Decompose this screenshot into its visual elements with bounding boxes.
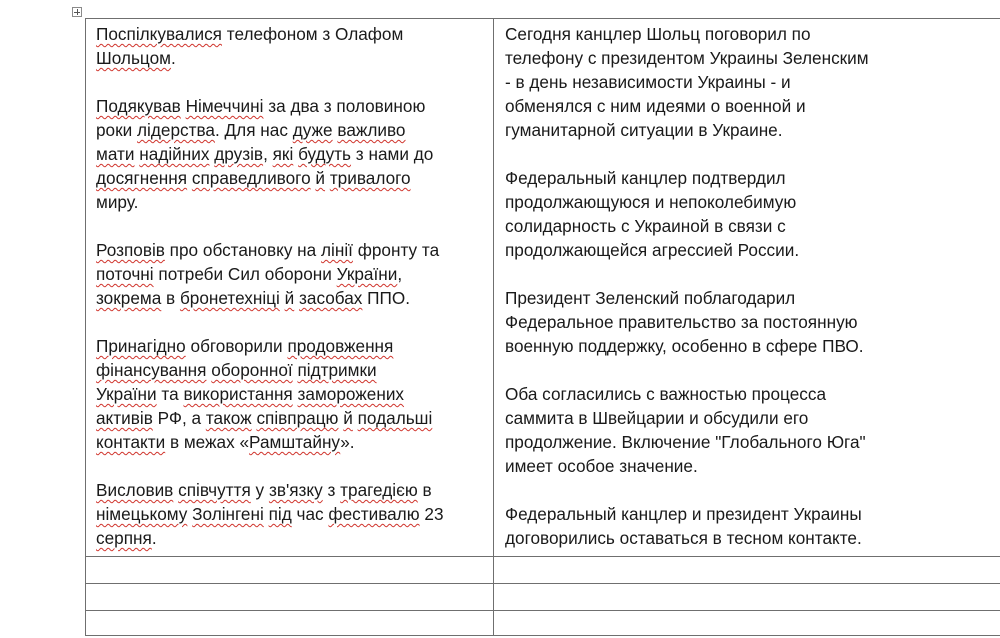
spellcheck-word: Подякував bbox=[96, 96, 181, 116]
spellcheck-word: оборонної bbox=[211, 360, 293, 380]
text-run: про обстановку на bbox=[164, 240, 322, 260]
text-run: з bbox=[322, 480, 341, 500]
paragraph bbox=[96, 22, 483, 70]
text-run: ППО. bbox=[362, 288, 411, 308]
text-line: Федеральный канцлер подтвердил bbox=[505, 168, 786, 188]
spellcheck-word: використання bbox=[183, 384, 293, 404]
russian-text bbox=[494, 19, 1000, 556]
text-run: у bbox=[250, 480, 269, 500]
spellcheck-word: засобах bbox=[299, 288, 363, 308]
text-run: з нами до bbox=[351, 144, 434, 164]
spellcheck-word: друзів bbox=[214, 144, 264, 164]
text-run: . bbox=[151, 528, 157, 548]
text-run: час bbox=[291, 504, 329, 524]
text-line bbox=[96, 190, 483, 214]
text-line: Президент Зеленский поблагодарил bbox=[505, 288, 796, 308]
spellcheck-word: німецькому bbox=[96, 504, 188, 524]
text-line bbox=[96, 406, 483, 430]
text-line bbox=[96, 166, 483, 190]
text-line bbox=[96, 358, 483, 382]
spellcheck-word: й bbox=[343, 408, 353, 428]
spellcheck-word: активів bbox=[96, 408, 153, 428]
spellcheck-word: й bbox=[315, 168, 326, 188]
empty-table-row bbox=[86, 557, 1000, 584]
text-run: РФ, а bbox=[152, 408, 206, 428]
text-line: Федеральное правительство за постоянную bbox=[505, 312, 858, 332]
empty-table-row bbox=[86, 584, 1000, 611]
text-run: , bbox=[263, 144, 273, 164]
paragraph bbox=[96, 238, 483, 310]
table-move-handle-icon[interactable] bbox=[72, 7, 82, 17]
spellcheck-word: Рамштайну bbox=[249, 432, 341, 452]
spellcheck-word: Розповів bbox=[96, 240, 165, 260]
spellcheck-word: Шольцом bbox=[96, 48, 171, 68]
empty-table-cell[interactable] bbox=[86, 557, 494, 584]
spellcheck-word: зокрема bbox=[96, 288, 162, 308]
spellcheck-word: будуть bbox=[298, 144, 352, 164]
text-line: продолжающуюся и непоколебимую bbox=[505, 192, 797, 212]
spellcheck-word: справедливого bbox=[191, 168, 311, 188]
text-run: 23 bbox=[419, 504, 444, 524]
spellcheck-word: трагедією bbox=[340, 480, 418, 500]
text-run: . bbox=[170, 48, 176, 68]
text-line bbox=[96, 118, 483, 142]
spellcheck-word: співпрацю bbox=[256, 408, 339, 428]
text-line: Сегодня канцлер Шольц поговорил по bbox=[505, 24, 811, 44]
spellcheck-word: які bbox=[272, 144, 294, 164]
spellcheck-word: серпня bbox=[96, 528, 152, 548]
document-table bbox=[85, 18, 1000, 636]
text-line bbox=[96, 526, 483, 550]
empty-table-cell[interactable] bbox=[494, 557, 1000, 584]
empty-table-cell[interactable] bbox=[494, 611, 1000, 636]
text-line bbox=[96, 430, 483, 454]
spellcheck-word: Принагідно bbox=[96, 336, 186, 356]
text-run: за два з половиною bbox=[263, 96, 426, 116]
text-run: . Для нас bbox=[214, 120, 293, 140]
spellcheck-word: Німеччині bbox=[185, 96, 264, 116]
text-run: роки bbox=[96, 120, 138, 140]
text-line: - в день независимости Украины - и bbox=[505, 72, 791, 92]
spellcheck-word: фестивалю bbox=[328, 504, 420, 524]
text-line bbox=[96, 94, 483, 118]
text-run: в межах « bbox=[165, 432, 250, 452]
spellcheck-word: надійних bbox=[139, 144, 210, 164]
spellcheck-word: дуже bbox=[292, 120, 333, 140]
spellcheck-word: заморожених bbox=[297, 384, 405, 404]
table-cell-ukrainian[interactable] bbox=[86, 19, 494, 557]
spellcheck-word: фінансування bbox=[96, 360, 207, 380]
spellcheck-word: також bbox=[205, 408, 252, 428]
spellcheck-word: співчуття bbox=[178, 480, 251, 500]
text-line bbox=[96, 478, 483, 502]
text-run: телефоном з Олафом bbox=[222, 24, 404, 44]
empty-table-cell[interactable] bbox=[494, 584, 1000, 611]
spellcheck-word: України bbox=[336, 264, 398, 284]
text-run: та bbox=[156, 384, 184, 404]
spellcheck-word: досягнення bbox=[96, 168, 188, 188]
text-line: продолжение. Включение "Глобального Юга" bbox=[505, 432, 866, 452]
text-run: ». bbox=[340, 432, 355, 452]
paragraph bbox=[96, 334, 483, 454]
spellcheck-word: України bbox=[96, 384, 157, 404]
text-line: обменялся с ним идеями о военной и bbox=[505, 96, 806, 116]
paragraph bbox=[505, 166, 992, 262]
text-line: продолжающейся агрессией России. bbox=[505, 240, 800, 260]
spellcheck-word: поточні bbox=[96, 264, 154, 284]
text-line: гуманитарной ситуации в Украине. bbox=[505, 120, 783, 140]
spellcheck-word: мати bbox=[96, 144, 135, 164]
empty-table-row bbox=[86, 611, 1000, 636]
paragraph bbox=[505, 502, 992, 550]
spellcheck-word: Поспілкувалися bbox=[96, 24, 222, 44]
text-line bbox=[96, 142, 483, 166]
paragraph bbox=[96, 478, 483, 550]
spellcheck-word: лідерства bbox=[137, 120, 215, 140]
text-run: потреби Сил оборони bbox=[153, 264, 337, 284]
spellcheck-word: продовження bbox=[287, 336, 394, 356]
spellcheck-word: подальші bbox=[357, 408, 433, 428]
text-run: миру. bbox=[96, 192, 139, 212]
spellcheck-word: підтримки bbox=[297, 360, 377, 380]
empty-table-cell[interactable] bbox=[86, 611, 494, 636]
spellcheck-word: Золінгені bbox=[192, 504, 264, 524]
text-run: в bbox=[161, 288, 180, 308]
ukrainian-text bbox=[86, 19, 493, 556]
text-line bbox=[96, 286, 483, 310]
text-line bbox=[96, 334, 483, 358]
table-row bbox=[86, 19, 1000, 557]
text-line bbox=[96, 382, 483, 406]
text-line bbox=[96, 238, 483, 262]
spellcheck-word: контакти bbox=[96, 432, 166, 452]
text-line bbox=[96, 46, 483, 70]
text-line: телефону с президентом Украины Зеленским bbox=[505, 48, 869, 68]
spellcheck-word: Висловив bbox=[96, 480, 174, 500]
text-run: обговорили bbox=[185, 336, 288, 356]
text-line: Оба согласились с важностью процесса bbox=[505, 384, 827, 404]
text-line: саммита в Швейцарии и обсудили его bbox=[505, 408, 809, 428]
spellcheck-word: й bbox=[284, 288, 295, 308]
text-line bbox=[96, 262, 483, 286]
text-run: , bbox=[397, 264, 403, 284]
spellcheck-word: зв'язку bbox=[268, 480, 323, 500]
text-line: военную поддержку, особенно в сфере ПВО. bbox=[505, 336, 864, 356]
paragraph bbox=[505, 286, 992, 358]
text-line: договорились оставаться в тесном контакте. bbox=[505, 528, 862, 548]
paragraph bbox=[505, 22, 992, 142]
text-line bbox=[96, 502, 483, 526]
spellcheck-word: лінії bbox=[321, 240, 353, 260]
spellcheck-word: бронетехніці bbox=[179, 288, 280, 308]
text-run: в bbox=[417, 480, 432, 500]
text-run: фронту та bbox=[352, 240, 440, 260]
paragraph bbox=[96, 94, 483, 214]
empty-table-cell[interactable] bbox=[86, 584, 494, 611]
spellcheck-word: важливо bbox=[337, 120, 406, 140]
spellcheck-word: під bbox=[268, 504, 292, 524]
text-line: имеет особое значение. bbox=[505, 456, 698, 476]
text-line bbox=[96, 22, 483, 46]
text-line: Федеральный канцлер и президент Украины bbox=[505, 504, 862, 524]
table-cell-russian[interactable] bbox=[494, 19, 1000, 557]
text-line: солидарность с Украиной в связи с bbox=[505, 216, 786, 236]
spellcheck-word: тривалого bbox=[329, 168, 411, 188]
paragraph bbox=[505, 382, 992, 478]
